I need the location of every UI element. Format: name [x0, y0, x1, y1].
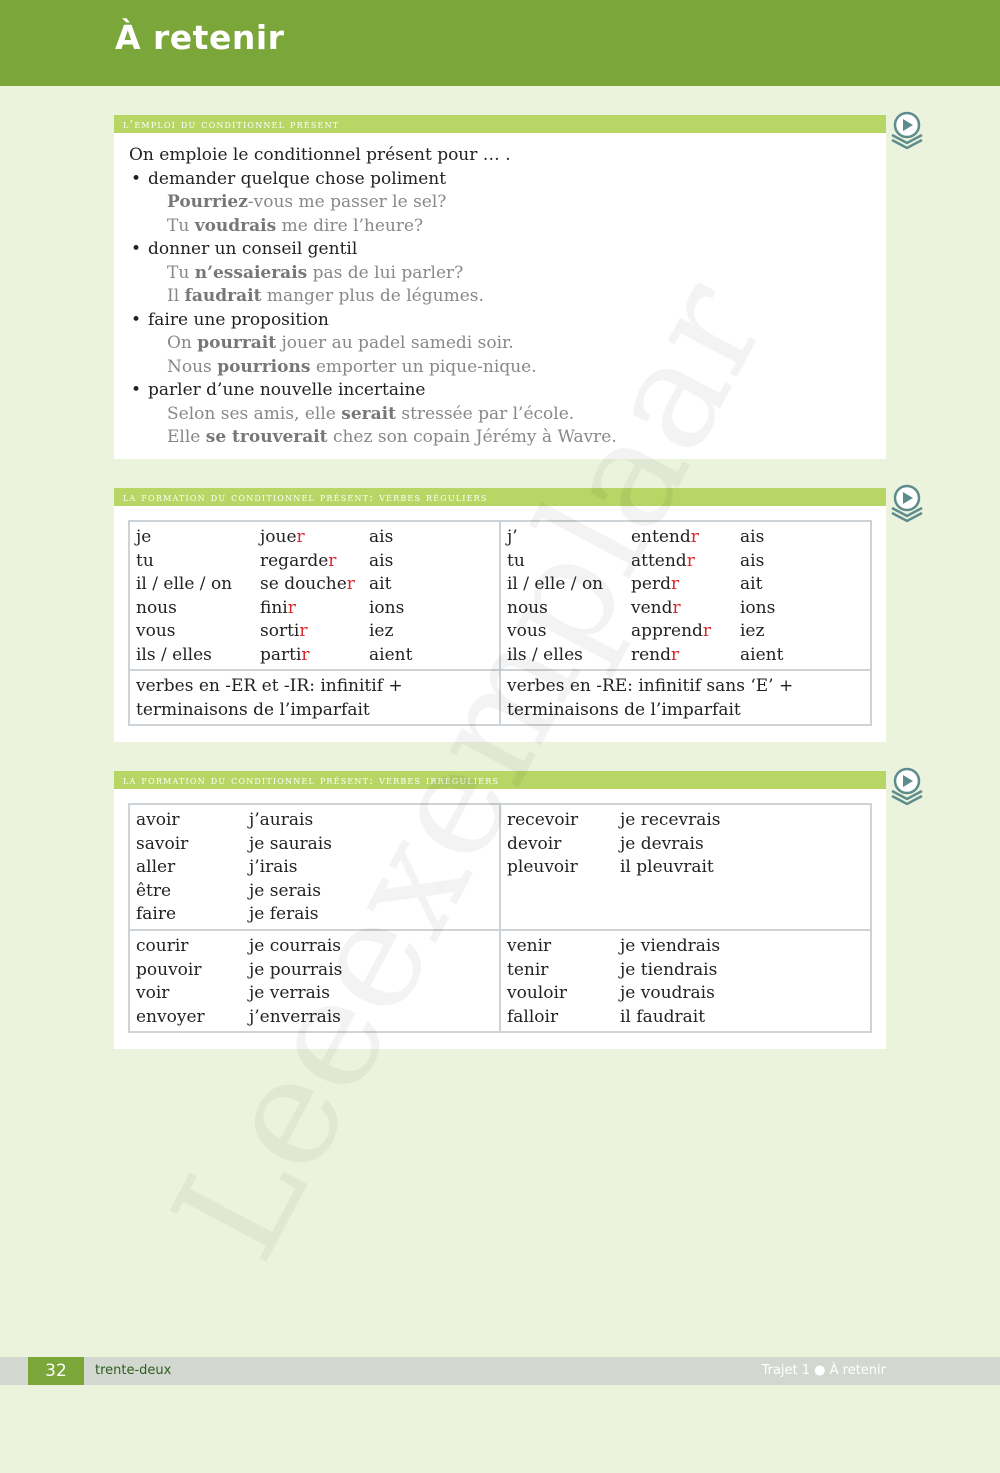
verb-stem	[260, 597, 369, 621]
stem-text: apprend	[631, 621, 703, 641]
irregular-group-2	[507, 809, 864, 880]
verb-stem	[260, 526, 369, 550]
pronoun: tu	[507, 550, 525, 571]
video-stack-icon[interactable]	[888, 483, 926, 523]
conditional-form: je verrais	[249, 983, 330, 1003]
conditional-form: j’aurais	[249, 810, 314, 830]
example-verb: Pourriez	[167, 192, 248, 212]
example-text: jouer au padel samedi soir.	[276, 333, 514, 353]
conditional-form: je pourrais	[249, 959, 343, 980]
pronoun: je	[136, 527, 152, 547]
infinitive: recevoir	[507, 810, 579, 830]
pronoun: j’	[507, 527, 518, 547]
verb-stem	[631, 550, 740, 574]
example-text: Il	[167, 286, 185, 306]
emploi-item: • faire une proposition	[129, 309, 886, 333]
stem-r: r	[670, 574, 680, 594]
verb-stem	[631, 620, 740, 644]
conditional-form: il pleuvrait	[620, 857, 714, 877]
conditional-form: je courrais	[249, 936, 341, 956]
stem-r: r	[672, 597, 681, 618]
pronoun: il / elle / on	[507, 574, 604, 594]
irregular-group-3	[136, 935, 493, 1029]
ending: ais	[369, 550, 394, 571]
emploi-item: • parler d’une nouvelle incertaine	[129, 379, 886, 403]
ending: ait	[740, 574, 763, 594]
conditional-form: je ferais	[249, 904, 319, 924]
stem-text: perd	[631, 574, 671, 594]
chapter-label: Trajet 1 ● À retenir	[761, 1363, 886, 1378]
irregular-group-1	[136, 809, 493, 927]
stem-text: regarde	[260, 550, 329, 571]
pronoun: tu	[136, 550, 154, 571]
infinitive: savoir	[136, 833, 189, 854]
verb-stem	[260, 573, 369, 597]
example-text: emporter un pique-nique.	[310, 356, 537, 377]
infinitive: venir	[507, 936, 552, 956]
irregular-verbs-table	[128, 803, 872, 1033]
infinitive: être	[136, 880, 172, 901]
conjugation-er-ir	[136, 526, 493, 667]
stem-r: r	[287, 597, 296, 618]
example-verb: pourrait	[197, 333, 277, 353]
regular-verbs-table	[128, 520, 872, 726]
rule-er-ir: verbes en -ER et -IR: infinitif + terminaisons de l’imparfait	[129, 670, 500, 725]
stem-text: fini	[260, 597, 288, 618]
conditional-form: je voudrais	[620, 983, 715, 1003]
infinitive: falloir	[507, 1006, 559, 1027]
ending: ions	[369, 597, 405, 618]
ending: ait	[369, 574, 392, 594]
pronoun: nous	[507, 597, 548, 618]
example-text: manger plus de légumes.	[261, 286, 484, 306]
page-footer	[0, 1357, 1000, 1385]
example-verb: n’essaierais	[194, 262, 308, 283]
example-verb: voudrais	[194, 215, 277, 236]
page-number: 32	[28, 1357, 84, 1385]
section-title-emploi: l’emploi du conditionnel présent	[114, 115, 886, 133]
emploi-item: • demander quelque chose poliment	[129, 168, 886, 192]
stem-text: rend	[631, 644, 672, 665]
example-sentence	[129, 426, 886, 450]
example-verb: pourrions	[217, 356, 311, 377]
emploi-item: • donner un conseil gentil	[129, 238, 886, 262]
stem-text: parti	[260, 644, 302, 665]
stem-r: r	[328, 550, 337, 571]
ending: ions	[740, 597, 776, 618]
conditional-form: j’irais	[249, 857, 298, 877]
infinitive: aller	[136, 857, 176, 877]
example-text: Tu	[167, 262, 195, 283]
infinitive: devoir	[507, 833, 562, 854]
example-text: -vous me passer le sel?	[247, 192, 447, 212]
stem-text: sorti	[260, 621, 300, 641]
infinitive: courir	[136, 936, 189, 956]
verb-stem	[631, 573, 740, 597]
ending: ais	[369, 527, 394, 547]
example-sentence	[129, 403, 886, 427]
example-sentence	[129, 215, 886, 239]
stem-text: joue	[260, 527, 297, 547]
stem-text: attend	[631, 550, 687, 571]
verb-stem	[260, 644, 369, 668]
conditional-form: je recevrais	[620, 810, 721, 830]
stem-r: r	[686, 550, 695, 571]
example-text: On	[167, 333, 198, 353]
infinitive: pouvoir	[136, 959, 202, 980]
example-text: me dire l’heure?	[276, 215, 424, 236]
pronoun: il / elle / on	[136, 574, 233, 594]
example-text: pas de lui parler?	[307, 262, 464, 283]
conditional-form: je devrais	[620, 833, 704, 854]
page-header	[0, 0, 1000, 86]
verb-stem	[631, 597, 740, 621]
irregular-group-4	[507, 935, 864, 1029]
stem-r: r	[346, 574, 355, 594]
infinitive: faire	[136, 904, 177, 924]
ending: ais	[740, 550, 765, 571]
page-number-words: trente-deux	[95, 1363, 172, 1378]
example-text: chez son copain Jérémy à Wavre.	[327, 427, 617, 447]
emploi-intro: On emploie le conditionnel présent pour … .	[129, 145, 511, 165]
video-stack-icon[interactable]	[888, 766, 926, 806]
example-sentence	[129, 332, 886, 356]
ending: iez	[369, 621, 394, 641]
verb-stem	[260, 550, 369, 574]
conditional-form: je serais	[249, 880, 321, 901]
conditional-form: je saurais	[249, 833, 332, 854]
stem-r: r	[296, 527, 305, 547]
infinitive: envoyer	[136, 1006, 205, 1027]
example-text: Elle	[167, 427, 206, 447]
conditional-form: il faudrait	[620, 1006, 706, 1027]
panel-emploi	[114, 133, 886, 459]
conditional-form: je tiendrais	[620, 959, 718, 980]
pronoun: nous	[136, 597, 177, 618]
example-text: Nous	[167, 356, 218, 377]
rule-re: verbes en -RE: infinitif sans ‘E’ + terminaisons de l’imparfait	[500, 670, 871, 725]
ending: ais	[740, 527, 765, 547]
ending: aient	[369, 644, 413, 665]
example-text: stressée par l’école.	[395, 403, 575, 424]
infinitive: voir	[136, 983, 170, 1003]
stem-text: se douche	[260, 574, 347, 594]
example-verb: se trouverait	[205, 427, 328, 447]
stem-r: r	[690, 527, 699, 547]
example-verb: serait	[341, 403, 396, 424]
emploi-list	[114, 133, 886, 450]
ending: iez	[740, 621, 765, 641]
section-title-reguliers: la formation du conditionnel présent: verbes réguliers	[114, 488, 886, 506]
example-sentence	[129, 191, 886, 215]
example-verb: faudrait	[184, 286, 262, 306]
verb-stem	[631, 644, 740, 668]
stem-text: entend	[631, 527, 691, 547]
conditional-form: je viendrais	[620, 936, 721, 956]
stem-r: r	[299, 621, 308, 641]
example-sentence	[129, 262, 886, 286]
ending: aient	[740, 644, 784, 665]
video-stack-icon[interactable]	[888, 110, 926, 150]
example-text: Tu	[167, 215, 195, 236]
infinitive: tenir	[507, 959, 549, 980]
verb-stem	[260, 620, 369, 644]
pronoun: ils / elles	[507, 644, 583, 665]
infinitive: avoir	[136, 810, 180, 830]
panel-reguliers	[114, 506, 886, 742]
page-title: À retenir	[115, 18, 285, 57]
infinitive: vouloir	[507, 983, 568, 1003]
infinitive: pleuvoir	[507, 857, 578, 877]
stem-r: r	[301, 644, 310, 665]
verb-stem	[631, 526, 740, 550]
panel-irreguliers	[114, 789, 886, 1049]
pronoun: vous	[507, 621, 547, 641]
example-sentence	[129, 285, 886, 309]
stem-text: vend	[631, 597, 673, 618]
section-title-irreguliers: la formation du conditionnel présent: verbes irréguliers	[114, 771, 886, 789]
conditional-form: j’enverrais	[249, 1006, 341, 1027]
example-text: Selon ses amis, elle	[167, 403, 342, 424]
example-sentence	[129, 356, 886, 380]
conjugation-re	[507, 526, 864, 667]
pronoun: vous	[136, 621, 176, 641]
pronoun: ils / elles	[136, 644, 212, 665]
stem-r: r	[671, 644, 680, 665]
stem-r: r	[702, 621, 712, 641]
